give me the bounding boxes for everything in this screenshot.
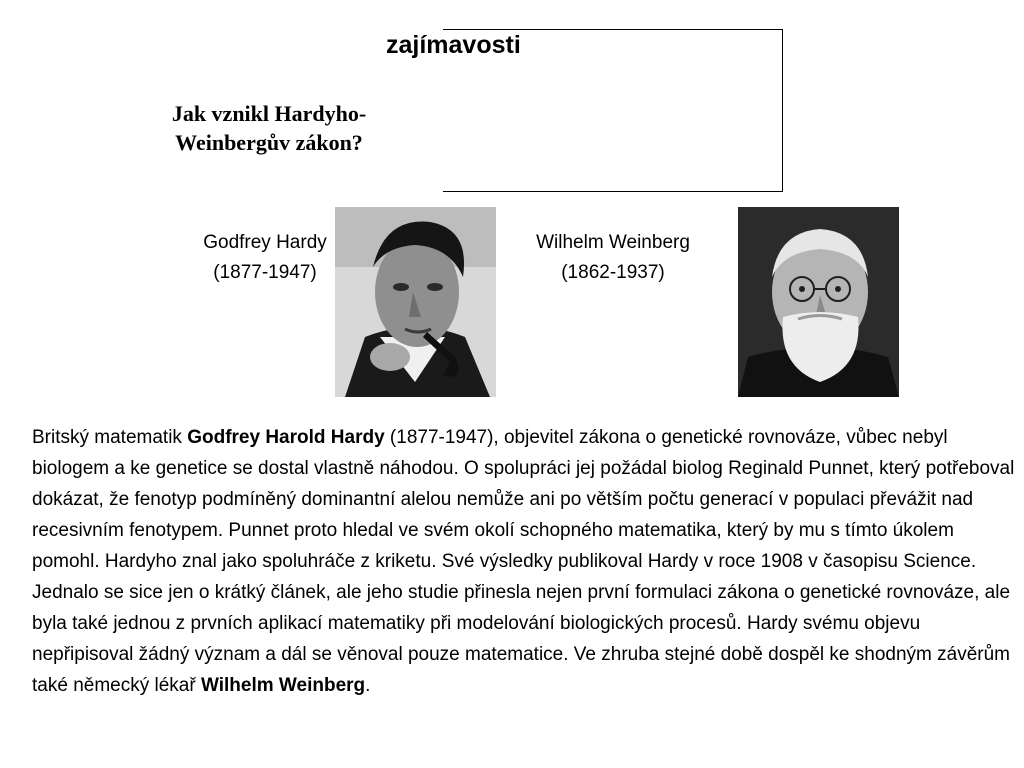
weinberg-years: (1862-1937)	[561, 262, 665, 283]
hardy-caption	[185, 228, 345, 288]
paragraph-part-2: (1877-1947), objevitel zákona o genetické rovnováze, vůbec nebyl biologem a ke genetice se dostal vlastně náhodou. O spolupráci jej požádal biolog Reginald Punnet, který potřeboval dokázat, že fenotyp podmíněný dominantní alelou nemůže ani po větším počtu generací v populaci převážit nad recesivním fenotypem. Punnet proto hledal ve svém okolí schopného matematika, který by mu s tímto úkolem pomohl. Hardyho znal jako spoluhráče z kriketu. Své výsledky publikoval Hardy v roce 1908 v časopisu Science. Jednalo se sice jen o krátký článek, ale jeho studie přinesla nejen první formulaci zákona o genetické rovnováze, ale byla také jednou z prvních aplikací matematiky při modelování biologických procesů. Hardy svému objevu nepřipisoval žádný význam a dál se věnoval pouze matematice. Ve zhruba stejné době dospěl ke shodným závěrům také německý lékař	[32, 427, 1015, 696]
hardy-years: (1877-1947)	[213, 262, 317, 283]
paragraph-part-3: .	[365, 675, 371, 696]
paragraph-part-1: Britský matematik	[32, 427, 188, 448]
portrait-photo-weinberg	[738, 207, 899, 397]
subtitle-line-2: Weinbergův zákon?	[175, 130, 363, 155]
weinberg-caption	[508, 228, 718, 288]
weinberg-full-name: Wilhelm Weinberg	[200, 675, 366, 696]
hardy-name: Godfrey Hardy	[203, 232, 327, 253]
biography-paragraph	[32, 422, 1022, 701]
page-subtitle	[140, 99, 398, 157]
subtitle-line-1: Jak vznikl Hardyho-	[171, 101, 367, 126]
portrait-photo-hardy	[335, 207, 496, 397]
page-title: zajímavosti	[386, 31, 521, 59]
hardy-full-name: Godfrey Harold Hardy	[187, 427, 385, 448]
weinberg-name: Wilhelm Weinberg	[536, 232, 690, 253]
